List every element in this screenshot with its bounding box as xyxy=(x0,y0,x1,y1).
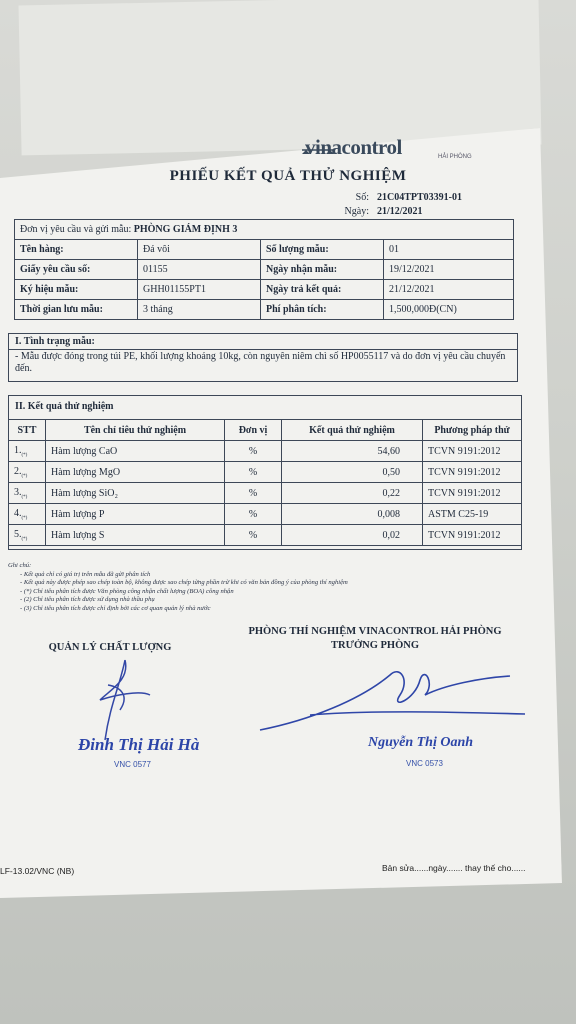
page-behind xyxy=(18,0,541,155)
info-label: Số lượng mẫu: xyxy=(261,240,384,260)
info-row xyxy=(15,280,514,300)
row-stt: $4._{(*)}$ xyxy=(9,504,46,525)
info-label: Ngày trả kết quả: xyxy=(261,280,384,300)
sample-condition-section xyxy=(8,333,518,382)
row-result: 0,50 xyxy=(282,462,423,483)
info-unit-row xyxy=(15,220,514,240)
info-value: 1,500,000Đ(CN) xyxy=(384,300,514,320)
row-stt: $5._{(*)}$ xyxy=(9,525,46,546)
row-unit: % xyxy=(225,441,282,462)
row-stt: $2._{(*)}$ xyxy=(9,462,46,483)
row-indicator: Hàm lượng CaO xyxy=(46,441,225,462)
info-value: 01 xyxy=(384,240,514,260)
note-line: - Kết quả này được phép sao chép toàn bộ, không được sao chép từng phần trừ khi có văn bản đồng ý của phòng thí nghiệm xyxy=(20,579,348,587)
table-row xyxy=(9,525,522,546)
info-row xyxy=(15,240,514,260)
info-value: 3 tháng xyxy=(138,300,261,320)
row-unit: % xyxy=(225,504,282,525)
info-label: Tên hàng: xyxy=(15,240,138,260)
row-method: TCVN 9191:2012 xyxy=(423,441,522,462)
col-stt: STT xyxy=(9,420,46,441)
results-table xyxy=(8,419,522,546)
row-stt: $3._{(*)}$ xyxy=(9,483,46,504)
right-signer-name: Nguyễn Thị Oanh xyxy=(368,735,474,750)
requesting-unit-value: PHÒNG GIÁM ĐỊNH 3 xyxy=(133,224,238,235)
info-label: Giấy yêu cầu số: xyxy=(15,260,138,280)
doc-date xyxy=(335,206,423,217)
row-indicator: Hàm lượng P xyxy=(46,504,225,525)
table-row xyxy=(9,504,522,525)
requesting-unit-label: Đơn vị yêu cầu và gửi mẫu: xyxy=(20,224,132,235)
doc-number-value: 21C04TPT03391-01 xyxy=(377,192,462,203)
left-signature-scribble-icon xyxy=(80,655,170,745)
note-line: - (3) Chỉ tiêu phân tích được chỉ định bởi các cơ quan quản lý nhà nước xyxy=(20,604,211,612)
left-signer-name: Đinh Thị Hải Hà xyxy=(78,735,200,754)
note-line: - Kết quả chỉ có giá trị trên mẫu đã gửi phân tích xyxy=(20,570,151,578)
note-line: - (*) Chỉ tiêu phân tích được Văn phòng công nhận chất lượng (BOA) công nhận xyxy=(20,587,234,595)
row-indicator: Hàm lượng S xyxy=(46,525,225,546)
notes-block xyxy=(8,562,348,614)
row-unit: % xyxy=(225,525,282,546)
info-label: Thời gian lưu mẫu: xyxy=(15,300,138,320)
right-signature-scribble-icon xyxy=(250,660,530,740)
doc-date-value: 21/12/2021 xyxy=(377,206,423,217)
test-results-title: II. Kết quả thử nghiệm xyxy=(15,401,114,412)
row-method: ASTM C25-19 xyxy=(423,504,522,525)
left-signer-code: VNC 0577 xyxy=(114,760,151,769)
col-indicator: Tên chỉ tiêu thử nghiệm xyxy=(46,420,225,441)
quality-manager-title: QUẢN LÝ CHẤT LƯỢNG xyxy=(48,642,172,653)
table-row xyxy=(9,483,522,504)
row-unit: % xyxy=(225,483,282,504)
info-value: 21/12/2021 xyxy=(384,280,514,300)
info-value: 19/12/2021 xyxy=(384,260,514,280)
row-result: 0,008 xyxy=(282,504,423,525)
col-method: Phương pháp thử xyxy=(423,420,522,441)
info-value: 01155 xyxy=(138,260,261,280)
notes-title: Ghi chú: xyxy=(8,562,32,569)
row-method: TCVN 9191:2012 xyxy=(423,462,522,483)
info-value: Đá vôi xyxy=(138,240,261,260)
col-unit: Đơn vị xyxy=(225,420,282,441)
doc-number xyxy=(335,192,462,203)
info-label: Ký hiệu mẫu: xyxy=(15,280,138,300)
row-indicator: Hàm lượng MgO xyxy=(46,462,225,483)
head-of-lab-title: TRƯỞNG PHÒNG xyxy=(331,640,419,651)
right-signer-code: VNC 0573 xyxy=(406,759,443,768)
logo-text: vinacontrol xyxy=(305,135,402,159)
requesting-unit xyxy=(15,220,514,240)
info-row xyxy=(15,300,514,320)
form-code: LF-13.02/VNC (NB) xyxy=(0,866,75,876)
note-line: - (2) Chỉ tiêu phân tích được sử dụng nhà thầu phụ xyxy=(20,596,155,604)
sample-condition-text: - Mẫu được đóng trong túi PE, khối lượng khoảng 10kg, còn nguyên niêm chì số HP0055117 và do đơn vị yêu cầu chuyển đến. xyxy=(15,351,506,374)
row-indicator: Hàm lượng SiO₂ xyxy=(46,483,225,504)
row-stt: $1._{(*)}$ xyxy=(9,441,46,462)
info-value: GHH01155PT1 xyxy=(138,280,261,300)
results-header-row xyxy=(9,420,522,441)
doc-date-label: Ngày: xyxy=(344,206,369,217)
row-unit: % xyxy=(225,462,282,483)
table-row xyxy=(9,441,522,462)
info-label: Ngày nhận mẫu: xyxy=(261,260,384,280)
sample-condition-title: I. Tình trạng mẫu: xyxy=(9,334,517,350)
info-row xyxy=(15,260,514,280)
row-result: 0,02 xyxy=(282,525,423,546)
table-row xyxy=(9,462,522,483)
revision-note: Bản sửa......ngày....... thay thế cho...... xyxy=(382,863,526,873)
info-label: Phí phân tích: xyxy=(261,300,384,320)
col-result: Kết quả thử nghiệm xyxy=(282,420,423,441)
logo-subtext: HẢI PHÒNG xyxy=(438,154,472,160)
row-method: TCVN 9191:2012 xyxy=(423,483,522,504)
row-result: 54,60 xyxy=(282,441,423,462)
lab-title: PHÒNG THÍ NGHIỆM VINACONTROL HẢI PHÒNG xyxy=(248,626,502,637)
row-method: TCVN 9191:2012 xyxy=(423,525,522,546)
document-title: PHIẾU KẾT QUẢ THỬ NGHIỆM xyxy=(169,168,407,184)
info-table xyxy=(14,219,514,320)
doc-number-label: Số: xyxy=(355,192,369,203)
row-result: 0,22 xyxy=(282,483,423,504)
